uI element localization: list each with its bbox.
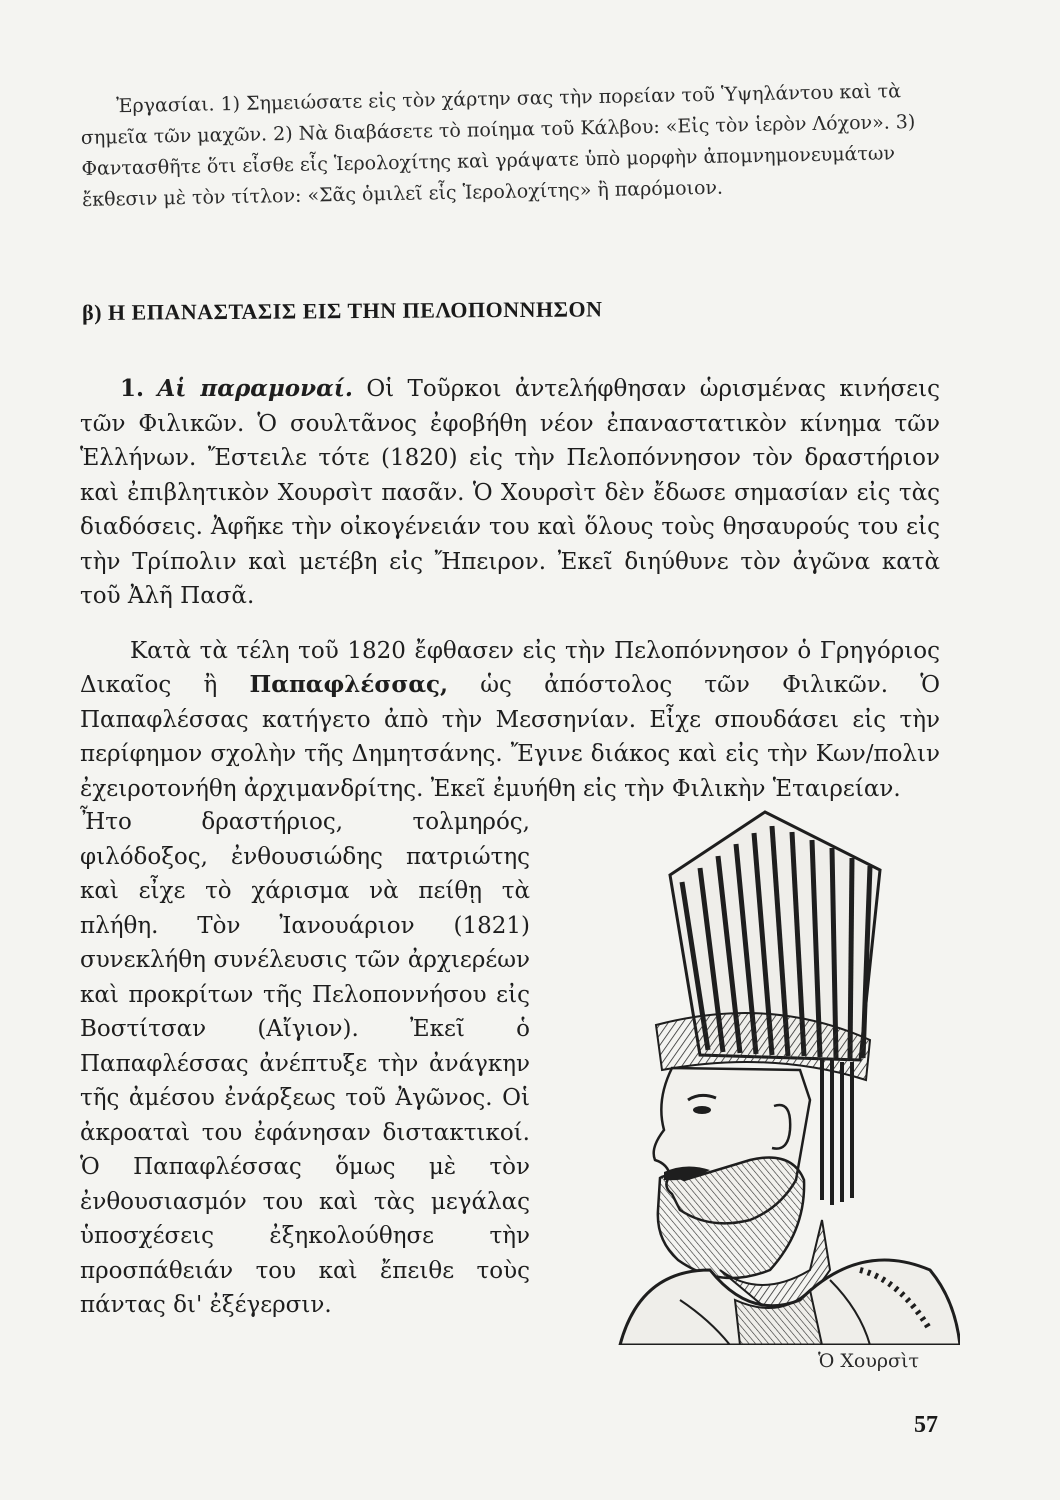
paragraph-1-text: Οἱ Τοῦρκοι ἀντελήφθησαν ὡρισμένας κινήσεις τῶν Φιλικῶν. Ὁ σουλτᾶνος ἐφοβήθη νέον ἐπαναστατικὸν κίνημα τῶν Ἑλλήνων. Ἔστειλε τότε (1820) εἰς τὴν Πελοπόννησον τὸν δραστήριον καὶ ἐπιβλητικὸν Χουρσὶτ πασᾶν. Ὁ Χουρσὶτ δὲν ἔδωσε σημασίαν εἰς τὰς διαδόσεις. Ἀφῆκε τὴν οἰκογένειάν του καὶ ὅλους τοὺς θησαυρούς του εἰς τὴν Τρίπολιν καὶ μετέβη εἰς Ἤπειρον. Ἐκεῖ διηύθυνε τὸν ἀγῶνα κατὰ τοῦ Ἀλῆ Πασᾶ. [80,376,940,609]
page-number: 57 [914,1412,938,1438]
portrait-drawing-icon [560,800,960,1345]
paragraph-2-text-after: ὡς ἀπόστολος τῶν Φιλικῶν. Ὁ Παπαφλέσσας κατήγετο ἀπὸ τὴν Μεσσηνίαν. Εἶχε σπουδάσει εἰς τὴν περίφημον σχολὴν τῆς Δημητσάνης. Ἔγινε διάκος καὶ εἰς τὴν Κων/πολιν ἐχειροτονήθη ἀρχιμανδρίτης. Ἐκεῖ ἐμυήθη εἰς τὴν Φιλικὴν Ἑταιρείαν. [80,672,941,802]
section-heading: β) Η ΕΠΑΝΑΣΤΑΣΙΣ ΕΙΣ ΤΗΝ ΠΕΛΟΠΟΝΝΗΣΟΝ [82,296,603,325]
main-text [80,372,940,806]
exercises-block [80,75,942,215]
papaflessas-name: Παπαφλέσσας, [249,671,449,698]
paragraph-number: 1. [120,375,145,402]
exercises-text: Ἐργασίαι. 1) Σημειώσατε εἰς τὸν χάρτην σας τὴν πορείαν τοῦ Ὑψηλάντου καὶ τὰ σημεῖα τῶν μαχῶν. 2) Νὰ διαβάσετε τὸ ποίημα τοῦ Κάλβου: «Εἰς τὸν ἱερὸν Λόχον». 3) Φαντασθῆτε ὅτι εἶσθε εἷς Ἱερολοχίτης καὶ γράψατε ὑπὸ μορφὴν ἀπομνημονευμάτων ἔκθεσιν μὲ τὸν τίτλον: «Σᾶς ὁμιλεῖ εἷς Ἱερολοχίτης» ἢ παρόμοιον. [80,80,916,211]
paragraph-1 [80,372,940,614]
paragraph-title: Αἱ παραμοναί. [157,375,353,402]
wrapped-text-column [80,805,530,1323]
paragraph-2-wrap-text: Ἦτο δραστήριος, τολμηρός, φιλόδοξος, ἐνθουσιώδης πατριώτης καὶ εἶχε τὸ χάρισμα νὰ πείθῃ τὰ πλήθη. Τὸν Ἰανουάριον (1821) συνεκλήθη συνέλευσις τῶν ἀρχιερέων καὶ προκρίτων τῆς Πελοποννήσου εἰς Βοστίτσαν (Αἴγιον). Ἐκεῖ ὁ Παπαφλέσσας ἀνέπτυξε τὴν ἀνάγκην τῆς ἀμέσου ἐνάρξεως τοῦ Ἀγῶνος. Οἱ ἀκροαταὶ του ἐφάνησαν διστακτικοί. Ὁ Παπαφλέσσας ὅμως μὲ τὸν ἐνθουσιασμόν του καὶ τὰς μεγάλας ὑποσχέσεις ἐξηκολούθησε τὴν προσπάθειάν του καὶ ἔπειθε τοὺς πάντας δι' ἐξέγερσιν. [80,809,530,1318]
paragraph-2-text-before: Κατὰ τὰ τέλη τοῦ 1820 ἔφθασεν εἰς τὴν Πελοπόννησον ὁ Γρηγόριος Δικαῖος ἢ [80,637,940,698]
paragraph-2 [80,634,940,807]
figure-caption: Ὁ Χουρσὶτ [818,1350,919,1372]
